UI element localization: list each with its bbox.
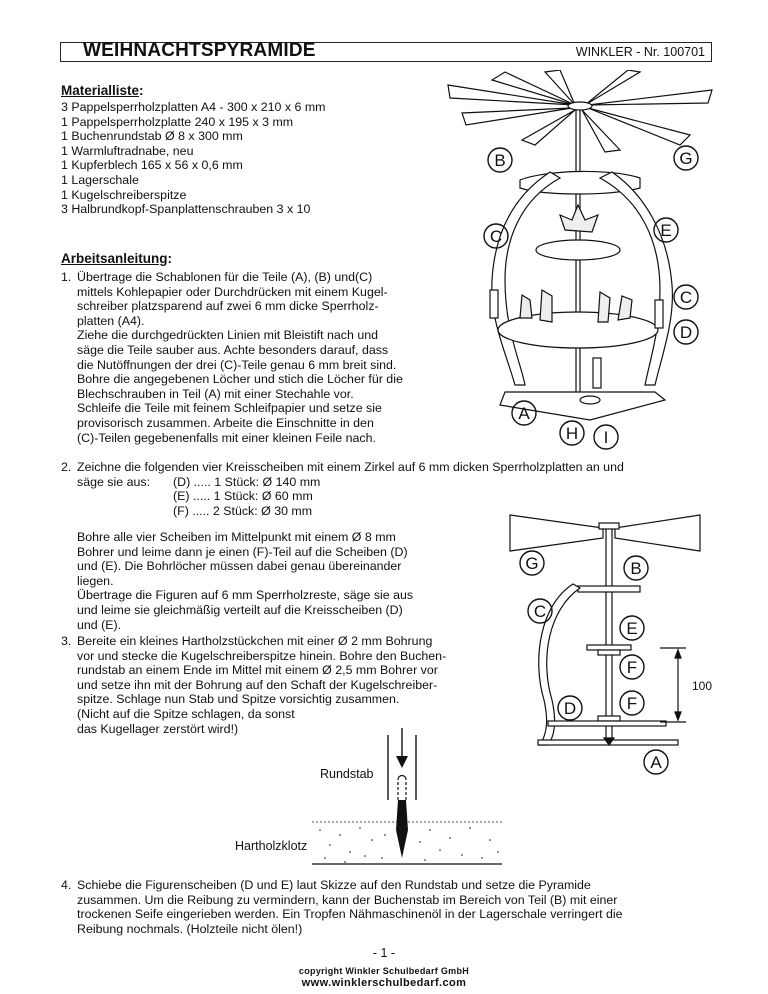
section-label-b: B bbox=[630, 559, 642, 578]
copyright: copyright Winkler Schulbedarf GmbH bbox=[298, 966, 470, 976]
materials-heading-colon: : bbox=[139, 83, 144, 98]
step-line: (C)-Teilen gegebenenfalls mit einer kleinen Feile nach. bbox=[77, 430, 376, 445]
pyramid-label-c: C bbox=[679, 288, 693, 307]
step-line: rundstab an einem Ende im Mittel mit einem Ø 2,5 mm Bohrer vor bbox=[77, 663, 438, 678]
section-label-f: F bbox=[626, 694, 638, 713]
step-line: und (E). bbox=[77, 617, 122, 632]
step-line: Bohre alle vier Scheiben im Mittelpunkt mit einem Ø 8 mm bbox=[77, 530, 396, 544]
instructions-heading bbox=[61, 250, 172, 268]
pyramid-label-d: D bbox=[679, 323, 693, 342]
step-line: provisorisch zusammen. Arbeite die Einschnitte in den bbox=[77, 415, 374, 430]
step-line: platten (A4). bbox=[77, 313, 145, 328]
step-line: das Kugellager zerstört wird!) bbox=[77, 721, 239, 736]
pyramid-label-b: B bbox=[494, 151, 506, 170]
step-line: Übertrage die Schablonen für die Teile (A), (B) und(C) bbox=[77, 270, 373, 284]
instructions-heading-text: Arbeitsanleitung bbox=[61, 251, 168, 266]
step-line: zusammen. Um die Reibung zu vermindern, kann der Buchenstab im Bereich von Teil (B) mit einer bbox=[77, 892, 618, 907]
material-item: 3 Pappelsperrholzplatten A4 - 300 x 210 x 6 mm bbox=[61, 100, 326, 114]
step-line: (Nicht auf die Spitze schlagen, da sonst bbox=[77, 706, 295, 721]
disk-spec: (E) ..... 1 Stück: Ø 60 mm bbox=[173, 489, 313, 504]
step-number: 1. bbox=[61, 270, 72, 284]
step-line: liegen. bbox=[77, 573, 114, 588]
material-item: 3 Halbrundkopf-Spanplattenschrauben 3 x 10 bbox=[61, 202, 311, 217]
step-line: Blechschrauben in Teil (A) mit einer Stechahle vor. bbox=[77, 386, 354, 401]
section-label-a: A bbox=[650, 753, 662, 772]
rod-label: Rundstab bbox=[320, 767, 374, 781]
step-line: trockenen Seife eingerieben werden. Ein Tropfen Nähmaschinenöl in der Lagerschale verringert die bbox=[77, 907, 623, 922]
material-item: 1 Kupferblech 165 x 56 x 0,6 mm bbox=[61, 158, 243, 173]
material-item: 1 Pappelsperrholzplatte 240 x 195 x 3 mm bbox=[61, 114, 294, 129]
material-item: 1 Lagerschale bbox=[61, 172, 139, 187]
dimension-label: 100 bbox=[692, 679, 713, 693]
section-label-e: E bbox=[626, 619, 638, 638]
section-label-d: D bbox=[563, 699, 577, 718]
page-number: - 1 - bbox=[372, 946, 396, 960]
document-title: WEIHNACHTSPYRAMIDE bbox=[83, 40, 316, 61]
step-line: Schleife die Teile mit feinem Schleifpapier und setze sie bbox=[77, 401, 382, 416]
step-line: und setze ihn mit der Bohrung auf den Schaft der Kugelschreiber- bbox=[77, 677, 438, 692]
step-line: die Nutöffnungen der drei (C)-Teile genau 6 mm breit sind. bbox=[77, 357, 397, 372]
step-line: Ziehe die durchgedrückten Linien mit Bleistift nach und bbox=[77, 328, 378, 343]
step-number: 4. bbox=[61, 878, 72, 892]
step-number: 3. bbox=[61, 634, 72, 648]
material-item: 1 Kugelschreiberspitze bbox=[61, 187, 187, 202]
pyramid-label-e: E bbox=[660, 221, 672, 240]
block-label: Hartholzklotz bbox=[235, 839, 308, 853]
step-2-body bbox=[61, 530, 481, 632]
step-number: 2. bbox=[61, 460, 72, 474]
step-line: vor und stecke die Kugelschreiberspitze hinein. Bohre den Buchen- bbox=[77, 648, 447, 663]
section-drawing bbox=[500, 505, 725, 780]
step-line: säge die Teile sauber aus. Achte besonders darauf, dass bbox=[77, 342, 389, 357]
step-line: säge sie aus: bbox=[77, 474, 151, 489]
step-line: Zeichne die folgenden vier Kreisscheiben mit einem Zirkel auf 6 mm dicken Sperrholzplatten an und bbox=[77, 460, 624, 474]
material-item: 1 Buchenrundstab Ø 8 x 300 mm bbox=[61, 129, 243, 144]
step-1 bbox=[61, 270, 461, 445]
materials-list bbox=[61, 100, 326, 217]
disk-spec: (F) ..... 2 Stück: Ø 30 mm bbox=[173, 503, 313, 518]
step-line: schreiber platzsparend auf zwei 6 mm dicke Sperrholz- bbox=[77, 299, 379, 314]
instructions-heading-colon: : bbox=[167, 251, 173, 266]
website: www.winklerschulbedarf.com bbox=[301, 977, 467, 989]
step-line: und (E). Die Bohrlöcher müssen dabei genau übereinander bbox=[77, 559, 402, 574]
section-label-g: G bbox=[525, 554, 539, 573]
step-line: spitze. Schlage nun Stab und Spitze vorsichtig zusammen. bbox=[77, 692, 400, 707]
step-line: Bohrer und leime dann je einen (F)-Teil auf die Scheiben (D) bbox=[77, 544, 408, 559]
material-item: 1 Warmluftradnabe, neu bbox=[61, 143, 194, 158]
pyramid-label-a: A bbox=[518, 404, 530, 423]
pyramid-illustration bbox=[440, 70, 730, 455]
disk-spec: (D) ..... 1 Stück: Ø 140 mm bbox=[173, 474, 321, 489]
rod-assembly-diagram bbox=[230, 725, 510, 870]
header-box bbox=[60, 42, 712, 62]
section-label-c: C bbox=[533, 602, 547, 621]
pyramid-label-g: G bbox=[679, 149, 693, 168]
step-line: Übertrage die Figuren auf 6 mm Sperrholzreste, säge sie aus bbox=[77, 588, 414, 603]
step-3 bbox=[61, 634, 501, 736]
step-line: Schiebe die Figurenscheiben (D und E) laut Skizze auf den Rundstab und setze die Pyramide bbox=[77, 878, 591, 892]
step-line: mittels Kohlepapier oder Durchdrücken mit einem Kugel- bbox=[77, 284, 388, 299]
step-4 bbox=[61, 878, 731, 936]
section-label-f: F bbox=[626, 658, 638, 677]
materials-heading bbox=[61, 82, 144, 100]
article-number: WINKLER - Nr. 100701 bbox=[575, 45, 705, 59]
step-line: Bohre die angegebenen Löcher und stich die Löcher für die bbox=[77, 372, 403, 387]
step-line: Reibung nochmals. (Holzteile nicht ölen!) bbox=[77, 921, 303, 936]
pyramid-label-h: H bbox=[565, 424, 579, 443]
step-line: Bereite ein kleines Hartholzstückchen mit einer Ø 2 mm Bohrung bbox=[77, 634, 433, 648]
pyramid-label-c: C bbox=[489, 227, 503, 246]
materials-heading-text: Materialliste bbox=[61, 83, 140, 98]
step-line: und leime sie gleichmäßig verteilt auf die Kreisscheiben (D) bbox=[77, 602, 403, 617]
pyramid-label-i: I bbox=[603, 428, 609, 447]
